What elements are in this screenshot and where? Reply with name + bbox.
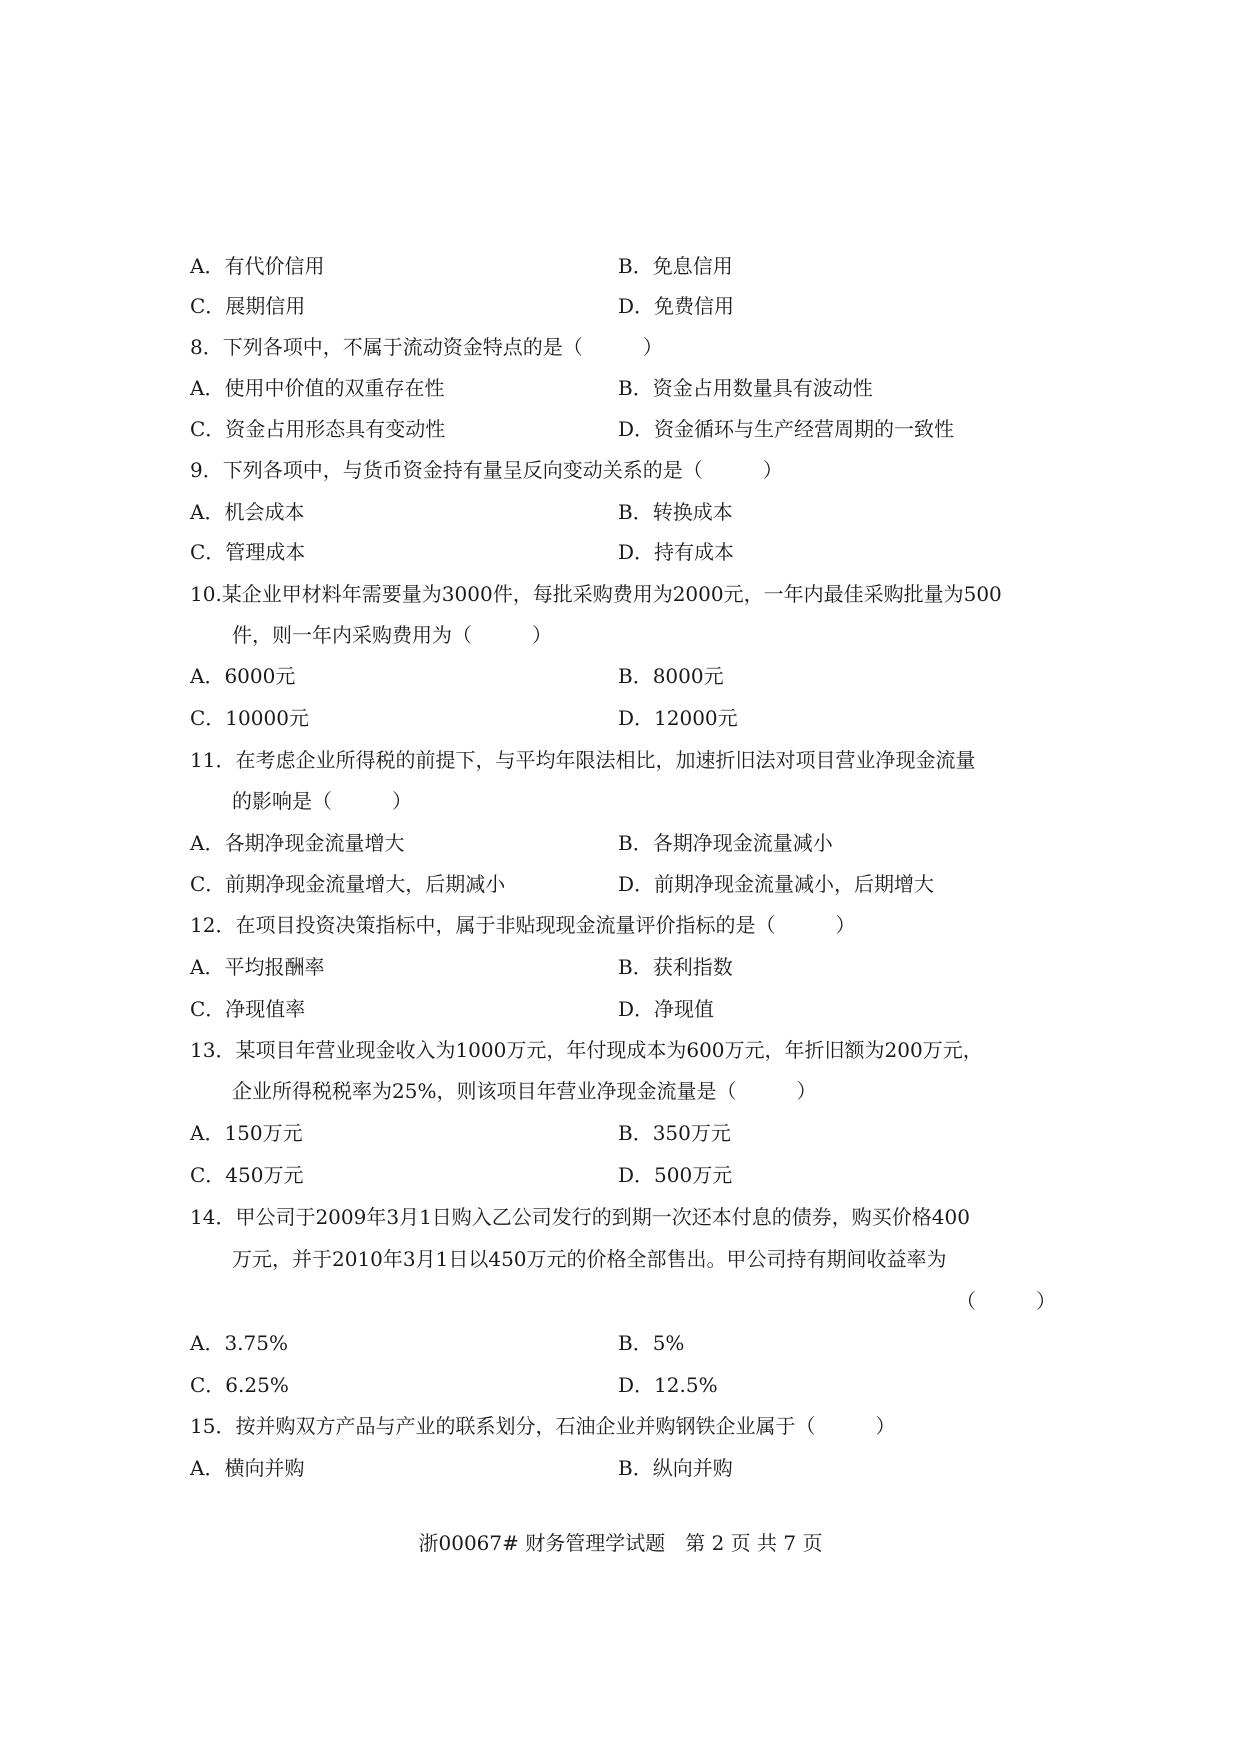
q15-option-b: B．纵向并购 (618, 1456, 733, 1480)
question-14-line-1: 14．甲公司于2009年3月1日购入乙公司发行的到期一次还本付息的债券，购买价格400 (190, 1205, 970, 1229)
q15-option-a: A．横向并购 (190, 1456, 305, 1480)
q10-option-b: B．8000元 (618, 664, 724, 688)
q9-option-b: B．转换成本 (618, 500, 733, 524)
q11-option-b: B．各期净现金流量减小 (618, 831, 833, 855)
q11-option-d: D．前期净现金流量减小，后期增大 (618, 872, 935, 896)
q12-option-d: D．净现值 (618, 997, 715, 1021)
q7-option-c: C．展期信用 (190, 294, 306, 318)
q9-option-a: A．机会成本 (190, 500, 305, 524)
q11-option-c: C．前期净现金流量增大，后期减小 (190, 872, 506, 896)
q8-option-c: C．资金占用形态具有变动性 (190, 417, 446, 441)
q13-option-a: A．150万元 (190, 1121, 303, 1145)
q11-option-a: A．各期净现金流量增大 (190, 831, 405, 855)
q10-option-d: D．12000元 (618, 706, 738, 730)
question-15: 15．按并购双方产品与产业的联系划分，石油企业并购钢铁企业属于（ ） (190, 1414, 896, 1438)
question-11-line-2: 的影响是（ ） (232, 789, 412, 813)
q13-option-b: B．350万元 (618, 1121, 731, 1145)
q8-option-a: A．使用中价值的双重存在性 (190, 376, 445, 400)
q13-option-d: D．500万元 (618, 1163, 733, 1187)
q10-option-a: A．6000元 (190, 664, 296, 688)
q7-option-b: B．免息信用 (618, 254, 733, 278)
q14-option-c: C．6.25% (190, 1373, 289, 1397)
q13-option-c: C．450万元 (190, 1163, 304, 1187)
question-12: 12．在项目投资决策指标中，属于非贴现现金流量评价指标的是（ ） (190, 913, 856, 937)
page-footer: 浙00067# 财务管理学试题 第 2 页 共 7 页 (418, 1531, 823, 1555)
question-13-line-2: 企业所得税税率为25%，则该项目年营业净现金流量是（ ） (232, 1079, 817, 1103)
q8-option-b: B．资金占用数量具有波动性 (618, 376, 873, 400)
q10-option-c: C．10000元 (190, 706, 309, 730)
question-14-answer-paren: （ ） (956, 1289, 1056, 1313)
question-8: 8．下列各项中，不属于流动资金特点的是（ ） (190, 335, 663, 359)
q12-option-c: C．净现值率 (190, 997, 306, 1021)
q12-option-a: A．平均报酬率 (190, 955, 325, 979)
q8-option-d: D．资金循环与生产经营周期的一致性 (618, 417, 955, 441)
q9-option-c: C．管理成本 (190, 540, 306, 564)
question-11-line-1: 11．在考虑企业所得税的前提下，与平均年限法相比，加速折旧法对项目营业净现金流量 (190, 748, 976, 772)
q14-option-a: A．3.75% (190, 1331, 288, 1355)
question-13-line-1: 13．某项目年营业现金收入为1000万元，年付现成本为600万元，年折旧额为200万元， (190, 1038, 983, 1062)
question-14-line-2: 万元，并于2010年3月1日以450万元的价格全部售出。甲公司持有期间收益率为 (232, 1247, 947, 1271)
question-10-line-1: 10.某企业甲材料年需要量为3000件，每批采购费用为2000元，一年内最佳采购批量为500 (190, 582, 1002, 606)
q9-option-d: D．持有成本 (618, 540, 735, 564)
q12-option-b: B．获利指数 (618, 955, 733, 979)
question-10-line-2: 件，则一年内采购费用为（ ） (232, 623, 552, 647)
q7-option-a: A．有代价信用 (190, 254, 325, 278)
question-9: 9．下列各项中，与货币资金持有量呈反向变动关系的是（ ） (190, 458, 783, 482)
q14-option-b: B．5% (618, 1331, 685, 1355)
q7-option-d: D．免费信用 (618, 294, 735, 318)
q14-option-d: D．12.5% (618, 1373, 718, 1397)
